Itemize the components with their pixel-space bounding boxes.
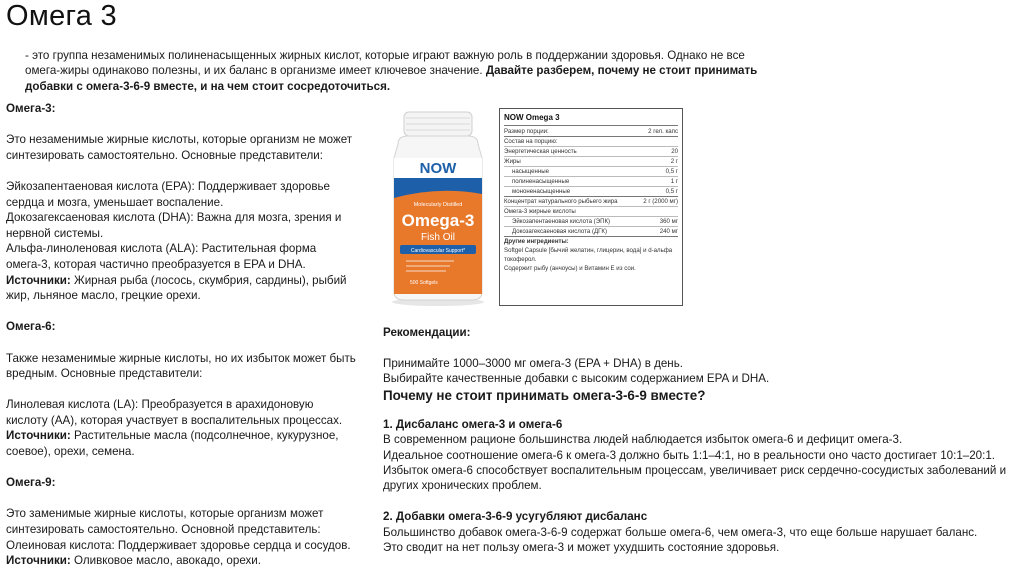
- label-row: насыщенные 0,5 г: [504, 167, 678, 177]
- bottle-brand: NOW: [419, 160, 457, 177]
- omega9-sources: [6, 553, 358, 569]
- intro-text: - это группа незаменимых полиненасыщенных жирных кислот, которые играют важную роль в поддержании здоровья. Однако не все омега-жиры одинаково полезны, и их баланс в организме имеет ключевое значение.: [25, 49, 745, 78]
- label-serving-label: Размер порции:: [504, 128, 549, 135]
- omega6-sources: [6, 428, 358, 459]
- why-heading: Почему не стоит принимать омега-3-6-9 вместе?: [383, 387, 706, 403]
- right-column: [383, 325, 1013, 556]
- omega6-sources-text: Растительные масла (подсолнечное, кукурузное, соевое), орехи, семена.: [6, 429, 339, 459]
- bottle-count: 500 Softgels: [410, 280, 438, 286]
- omega6-sources-label: Источники:: [6, 429, 71, 443]
- label-other-text: Softgel Capsule [бычий желатин, глицерин, вода] и d-альфа токоферол.: [504, 247, 673, 263]
- label-row: Эйкозапентаеновая кислота (ЭПК) 360 мг: [504, 217, 678, 227]
- intro-paragraph: [25, 48, 775, 94]
- point2-line1: Большинство добавок омега-3-6-9 содержат больше омега-6, чем омега-3, что еще больше нарушает баланс.: [383, 525, 978, 539]
- bottle-band: Cardiovascular Support*: [410, 248, 466, 254]
- label-title: NOW Omega 3: [504, 112, 678, 126]
- left-column: [6, 101, 358, 569]
- point1-line1: В современном рационе большинства людей наблюдается избыток омега-6 и дефицит омега-3.: [383, 433, 903, 447]
- omega6-la: Линолевая кислота (LA): Преобразуется в арахидоновую кислоту (AA), которая участвует в воспалительных процессах.: [6, 398, 343, 427]
- bottle-tag: Molecularly Distilled: [413, 202, 463, 208]
- recommendation-1: Принимайте 1000–3000 мг омега-3 (EPA + DHA) в день.: [383, 357, 683, 370]
- omega3-sources-label: Источники:: [6, 273, 71, 287]
- bottle-name: Omega-3: [401, 211, 475, 230]
- nutrition-label: [499, 108, 683, 306]
- omega9-heading: Омега-9:: [6, 476, 56, 490]
- omega3-epa: Эйкозапентаеновая кислота (EPA): Поддерживает здоровье сердца и мозга, уменьшает воспаление.: [6, 179, 330, 209]
- omega3-dha: Докозагексаеновая кислота (DHA): Важна для мозга, зрения и нервной системы.: [6, 211, 342, 240]
- bottle-sub: Fish Oil: [421, 232, 455, 243]
- recommendation-2: Выбирайте качественные добавки с высоким содержанием EPA и DHA.: [383, 372, 770, 386]
- point2-line2: Это сводит на нет пользу омега-3 и может ухудшить состояние здоровья.: [383, 541, 780, 555]
- omega6-heading: Омега-6:: [6, 320, 56, 334]
- omega9-sources-label: Источники:: [6, 554, 71, 568]
- label-row: Энергетическая ценность 20: [504, 148, 678, 155]
- label-fatty-acids-heading: Омега-3 жирные кислоты: [504, 207, 678, 217]
- omega3-description: Это незаменимые жирные кислоты, которые организм не может синтезировать самостоятельно. Основные представители:: [6, 133, 353, 162]
- label-concentrate-row: Концентрат натурального рыбьего жира 2 г (2000 мг): [504, 198, 678, 205]
- intro-bold-text: Давайте разберем, почему не стоит принимать добавки с омега-3-6-9 вместе, и на чем стоит сосредоточиться.: [25, 64, 758, 93]
- label-other-heading: Другие ингредиенты:: [504, 238, 569, 245]
- omega3-ala: Альфа-линоленовая кислота (ALA): Растительная форма омега-3, которая частично преобразуется в EPA и DHA.: [6, 242, 317, 271]
- omega3-heading: Омега-3:: [6, 102, 56, 115]
- label-row: Докозагексаеновая кислота (ДГК) 240 мг: [504, 227, 678, 237]
- omega9-sources-text: Оливковое масло, авокадо, орехи.: [70, 554, 262, 568]
- point2-heading: 2. Добавки омега-3-6-9 усугубляют дисбаланс: [383, 510, 648, 524]
- omega9-description: Это заменимые жирные кислоты, которые организм может синтезировать самостоятельно. Основной представитель:: [6, 507, 324, 537]
- point1-line3: Избыток омега-6 способствует воспалительным процессам, увеличивает риск сердечно-сосудистых заболеваний и других хронических проблем.: [383, 464, 1007, 493]
- omega9-oleic: Олеиновая кислота: Поддерживает здоровье сердца и сосудов.: [6, 538, 351, 552]
- label-row: полиненасыщенные 1 г: [504, 177, 678, 187]
- point1-line2: Идеальное соотношение омега-6 к омега-3 должно быть 1:1–4:1, но в реальности оно часто достигает 10:1–20:1.: [383, 448, 996, 462]
- label-contains: Содержит рыбу (анчоусы) и Витамин Е из сои.: [504, 265, 636, 272]
- omega6-description: Также незаменимые жирные кислоты, но их избыток может быть вредным. Основные представители:: [6, 351, 356, 381]
- recommendations-heading: Рекомендации:: [383, 326, 471, 339]
- label-composition: Состав на порцию:: [504, 137, 678, 147]
- label-serving-row: [504, 127, 678, 137]
- point1-heading: 1. Дисбаланс омега-3 и омега-6: [383, 417, 563, 431]
- supplement-bottle-image: [384, 106, 492, 308]
- label-row: Жиры 2 г: [504, 158, 678, 165]
- omega3-sources: [6, 273, 358, 304]
- label-row: мононенасыщенные 0,5 г: [504, 187, 678, 197]
- page-title: Омега 3: [6, 0, 117, 32]
- label-serving-value: 2 гел. капс: [648, 128, 678, 135]
- omega3-sources-text: Жирная рыба (лосось, скумбрия, сардины), рыбий жир, льняное масло, грецкие орехи.: [6, 273, 347, 303]
